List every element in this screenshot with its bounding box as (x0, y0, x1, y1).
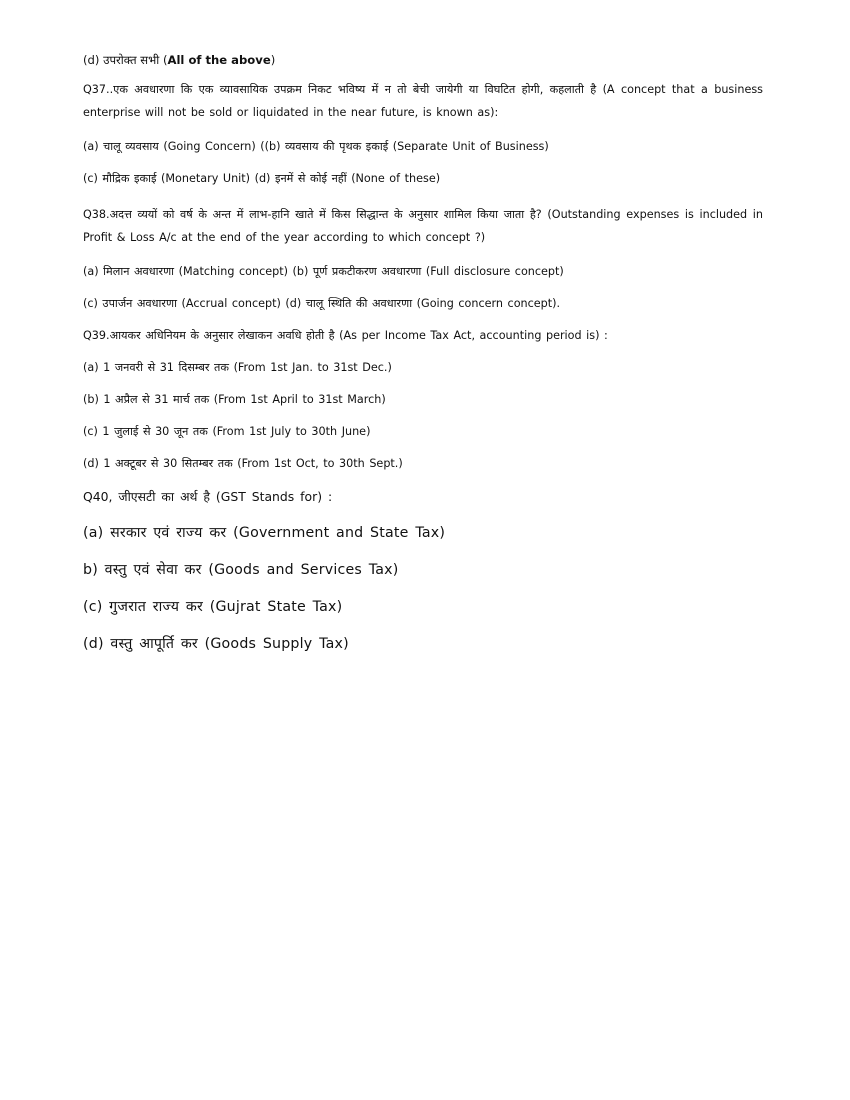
document-page (83, 50, 763, 654)
q38-options-row-2: (c) उपार्जन अवधारणा (Accrual concept) (d) चालू स्थिति की अवधारणा (Going concern concept). (83, 297, 561, 310)
q39-option-d: (d) 1 अक्टूबर से 30 सितम्बर तक (From 1st Oct, to 30th Sept.) (83, 457, 403, 470)
q37-options-row-1: (a) चालू व्यवसाय (Going Concern) ((b) व्यवसाय की पृथक इकाई (Separate Unit of Business) (83, 140, 549, 153)
q36-answer-d (83, 52, 763, 68)
q39-option-b: (b) 1 अप्रैल से 31 मार्च तक (From 1st April to 31st March) (83, 393, 386, 406)
q36-answer-d-prefix: (d) उपरोक्त सभी ( (83, 53, 168, 67)
q40-option-b: b) वस्तु एवं सेवा कर (Goods and Services Tax) (83, 562, 399, 578)
q40-option-a: (a) सरकार एवं राज्य कर (Government and State Tax) (83, 525, 446, 541)
q40-question: Q40, जीएसटी का अर्थ है (GST Stands for) : (83, 489, 333, 504)
q40-option-d: (d) वस्तु आपूर्ति कर (Goods Supply Tax) (83, 636, 349, 652)
q40-option-c: (c) गुजरात राज्य कर (Gujrat State Tax) (83, 599, 343, 615)
q37-question: Q37..एक अवधारणा कि एक व्यावसायिक उपक्रम निकट भविष्य में न तो बेची जायेगी या विघटित होगी, कहलाती है (A concept that a business enterprise will not be sold or liquidated in the near future, is known as): (83, 83, 763, 119)
q38-options-row-1: (a) मिलान अवधारणा (Matching concept) (b) पूर्ण प्रकटीकरण अवधारणा (Full disclosure concept) (83, 265, 564, 278)
q39-option-c: (c) 1 जुलाई से 30 जून तक (From 1st July to 30th June) (83, 425, 371, 438)
q36-answer-d-english: All of the above (167, 53, 271, 67)
q39-option-a: (a) 1 जनवरी से 31 दिसम्बर तक (From 1st Jan. to 31st Dec.) (83, 361, 392, 374)
q37-options-row-2: (c) मौद्रिक इकाई (Monetary Unit) (d) इनमें से कोई नहीं (None of these) (83, 172, 441, 185)
q36-answer-d-suffix: ) (270, 53, 276, 67)
q38-question: Q38.अदत्त व्ययों को वर्ष के अन्त में लाभ-हानि खाते में किस सिद्धान्त के अनुसार शामिल किया जाता है? (Outstanding expenses is included in Profit & Loss A/c at the end of the year according to which concept ?) (83, 208, 763, 244)
q39-question: Q39.आयकर अधिनियम के अनुसार लेखाकन अवधि होती है (As per Income Tax Act, accounting period is) : (83, 329, 608, 342)
